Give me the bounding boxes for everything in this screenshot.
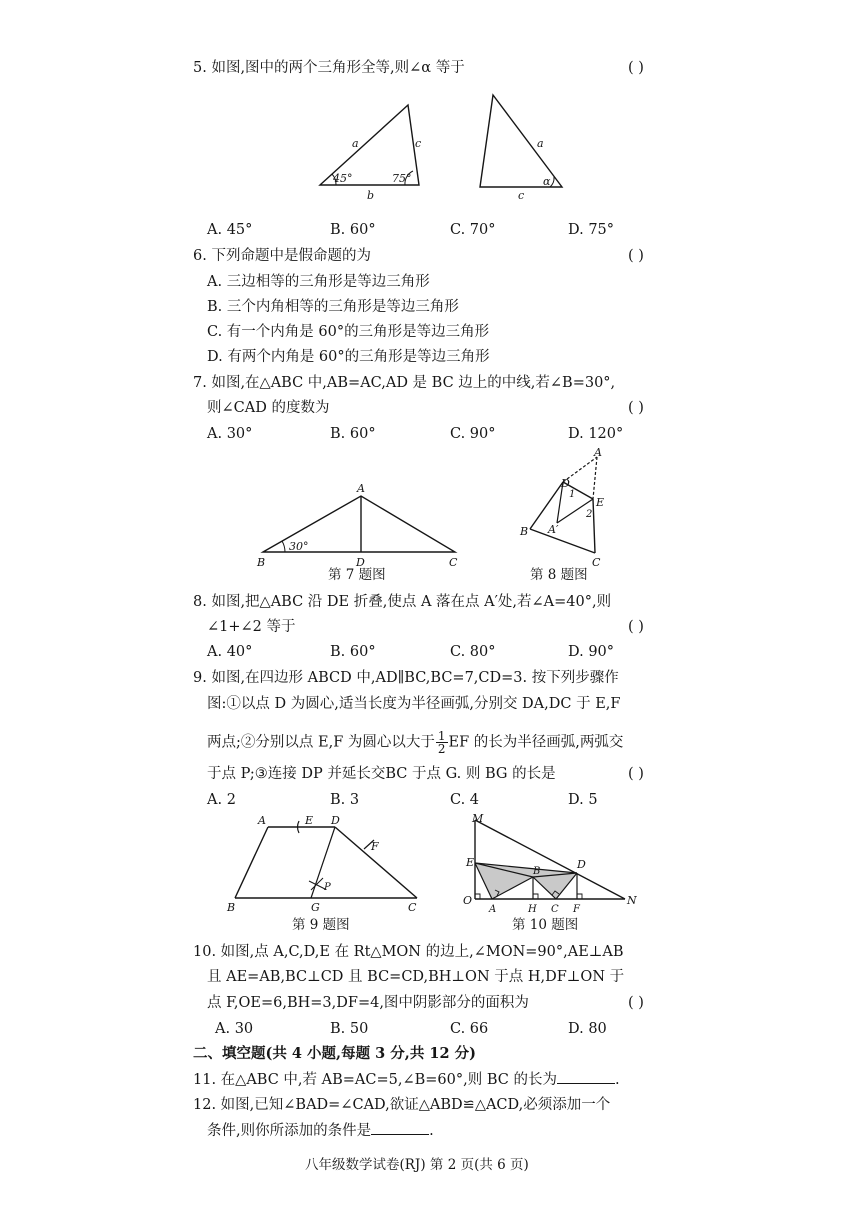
q7-line2: 则∠CAD 的度数为 <box>207 400 330 416</box>
q11-stem: 11. 在△ABC 中,若 AB=AC=5,∠B=60°,则 BC 的长为 <box>193 1072 557 1088</box>
q5-label-45: 45° <box>333 172 353 185</box>
q12-answer-blank[interactable] <box>371 1120 429 1135</box>
fig7-label-a: A <box>357 482 365 495</box>
fig7-label-b: B <box>257 556 266 569</box>
q9-option-d: D. 5 <box>568 792 598 808</box>
fig7-diagram <box>255 480 470 570</box>
q11-answer-blank[interactable] <box>557 1069 615 1084</box>
q5-label-a1: a <box>352 137 359 150</box>
fig8-label-e: E <box>596 496 605 509</box>
fig9-label-e: E <box>305 814 314 827</box>
q9-line3 <box>207 730 623 755</box>
q9-line4: 于点 P;③连接 DP 并延长交BC 于点 G. 则 BG 的长是 <box>207 766 556 782</box>
q12-line2 <box>207 1120 434 1141</box>
q6-option-c: C. 有一个内角是 60°的三角形是等边三角形 <box>207 324 490 340</box>
q6-stem: 6. 下列命题中是假命题的为 <box>193 248 371 264</box>
q7-option-a: A. 30° <box>207 426 253 442</box>
q10-option-c: C. 66 <box>450 1021 489 1037</box>
q9-line3-a: 两点;②分别以点 E,F 为圆心以大于 <box>207 734 435 751</box>
fig8-label-b: B <box>520 525 529 538</box>
fig9-label-p: P <box>324 882 331 893</box>
q5-label-b1: b <box>367 189 375 202</box>
q10-line1: 10. 如图,点 A,C,D,E 在 Rt△MON 的边上,∠MON=90°,AE⊥AB <box>193 944 624 960</box>
fig10-label-m: M <box>472 812 484 825</box>
fig9-label-f: F <box>371 840 379 853</box>
q9-option-a: A. 2 <box>207 792 236 808</box>
q10-option-d: D. 80 <box>568 1021 607 1037</box>
q9-fraction-denominator: 2 <box>437 742 446 756</box>
fig10-label-a: A <box>489 904 497 915</box>
q7-answer-bracket: ( ) <box>628 400 644 416</box>
q7-option-b: B. 60° <box>330 426 376 442</box>
fig7-label-30: 30° <box>289 540 309 553</box>
fig10-caption: 第 10 题图 <box>512 917 579 933</box>
fig10-label-d: D <box>577 858 586 871</box>
fig8-label-2: 2 <box>586 509 593 520</box>
q6-option-d: D. 有两个内角是 60°的三角形是等边三角形 <box>207 349 490 365</box>
q12-line1: 12. 如图,已知∠BAD=∠CAD,欲证△ABD≌△ACD,必须添加一个 <box>193 1097 611 1113</box>
fig8-caption: 第 8 题图 <box>530 567 588 583</box>
fig8-label-a: A <box>594 446 602 459</box>
q5-label-a2: a <box>537 137 544 150</box>
fig9-caption: 第 9 题图 <box>292 917 350 933</box>
fig10-label-n: N <box>627 894 637 907</box>
q11-end: . <box>614 1072 620 1088</box>
q6-option-b: B. 三个内角相等的三角形是等边三角形 <box>207 299 459 315</box>
fig10-label-h: H <box>528 904 537 915</box>
fig10-label-c: C <box>551 904 559 915</box>
section2-heading: 二、填空题(共 4 小题,每题 3 分,共 12 分) <box>193 1045 476 1062</box>
q8-answer-bracket: ( ) <box>628 619 644 635</box>
q8-line2: ∠1+∠2 等于 <box>207 619 296 635</box>
page-footer: 八年级数学试卷(RJ) 第 2 页(共 6 页) <box>305 1157 529 1173</box>
q5-option-a: A. 45° <box>207 222 253 238</box>
q8-option-c: C. 80° <box>450 644 496 660</box>
fig9-label-a: A <box>258 814 266 827</box>
q9-fraction <box>436 730 448 755</box>
q11-line <box>193 1069 620 1090</box>
q7-line1: 7. 如图,在△ABC 中,AB=AC,AD 是 BC 边上的中线,若∠B=30°, <box>193 375 616 391</box>
q5-label-c2: c <box>518 189 525 202</box>
q5-label-75: 75° <box>392 172 412 185</box>
fig8-label-c: C <box>592 556 601 569</box>
q9-line1: 9. 如图,在四边形 ABCD 中,AD∥BC,BC=7,CD=3. 按下列步骤作 <box>193 670 619 686</box>
q6-option-a: A. 三边相等的三角形是等边三角形 <box>207 274 430 290</box>
fig9-label-d: D <box>331 814 340 827</box>
q5-option-c: C. 70° <box>450 222 496 238</box>
q5-option-b: B. 60° <box>330 222 376 238</box>
q9-option-c: C. 4 <box>450 792 480 808</box>
q5-label-alpha: α <box>543 175 551 188</box>
q9-answer-bracket: ( ) <box>628 766 644 782</box>
q7-option-d: D. 120° <box>568 426 624 442</box>
q9-fraction-numerator: 1 <box>437 729 446 743</box>
q7-option-c: C. 90° <box>450 426 496 442</box>
fig7-label-d: D <box>356 556 365 569</box>
q5-option-d: D. 75° <box>568 222 615 238</box>
q5-label-c1: c <box>415 137 422 150</box>
q10-answer-bracket: ( ) <box>628 995 644 1011</box>
fig8-diagram <box>515 447 615 572</box>
fig8-label-1: 1 <box>569 489 576 500</box>
fig10-label-b: B <box>533 866 541 877</box>
q5-figure <box>300 85 590 210</box>
q8-option-a: A. 40° <box>207 644 253 660</box>
fig9-label-c: C <box>408 901 417 914</box>
fig10-label-o: O <box>463 894 473 907</box>
q10-option-b: B. 50 <box>330 1021 369 1037</box>
q9-option-b: B. 3 <box>330 792 360 808</box>
fig8-label-a-prime: A′ <box>548 523 559 536</box>
fig7-label-c: C <box>449 556 458 569</box>
q6-answer-bracket: ( ) <box>628 248 644 264</box>
q10-line2: 且 AE=AB,BC⊥CD 且 BC=CD,BH⊥ON 于点 H,DF⊥ON 于 <box>207 969 625 985</box>
q8-line1: 8. 如图,把△ABC 沿 DE 折叠,使点 A 落在点 A′处,若∠A=40°,则 <box>193 594 612 610</box>
q5-stem: 5. 如图,图中的两个三角形全等,则∠α 等于 <box>193 60 465 76</box>
q5-answer-bracket: ( ) <box>628 60 644 76</box>
fig9-diagram <box>225 812 425 917</box>
fig7-caption: 第 7 题图 <box>328 567 386 583</box>
q10-option-a: A. 30 <box>215 1021 254 1037</box>
fig10-diagram <box>460 810 645 915</box>
q12-end: . <box>429 1123 434 1139</box>
fig8-label-d: D <box>561 477 570 490</box>
fig9-label-b: B <box>227 901 236 914</box>
fig10-label-f: F <box>573 904 580 915</box>
q9-line2: 图:①以点 D 为圆心,适当长度为半径画弧,分别交 DA,DC 于 E,F <box>207 696 621 712</box>
fig10-label-e: E <box>466 856 475 869</box>
q9-line3-b: EF 的长为半径画弧,两弧交 <box>448 734 624 751</box>
q8-option-d: D. 90° <box>568 644 615 660</box>
fig9-label-g: G <box>311 901 320 914</box>
q12-stem: 条件,则你所添加的条件是 <box>207 1123 372 1139</box>
q10-line3: 点 F,OE=6,BH=3,DF=4,图中阴影部分的面积为 <box>207 995 529 1011</box>
q8-option-b: B. 60° <box>330 644 376 660</box>
